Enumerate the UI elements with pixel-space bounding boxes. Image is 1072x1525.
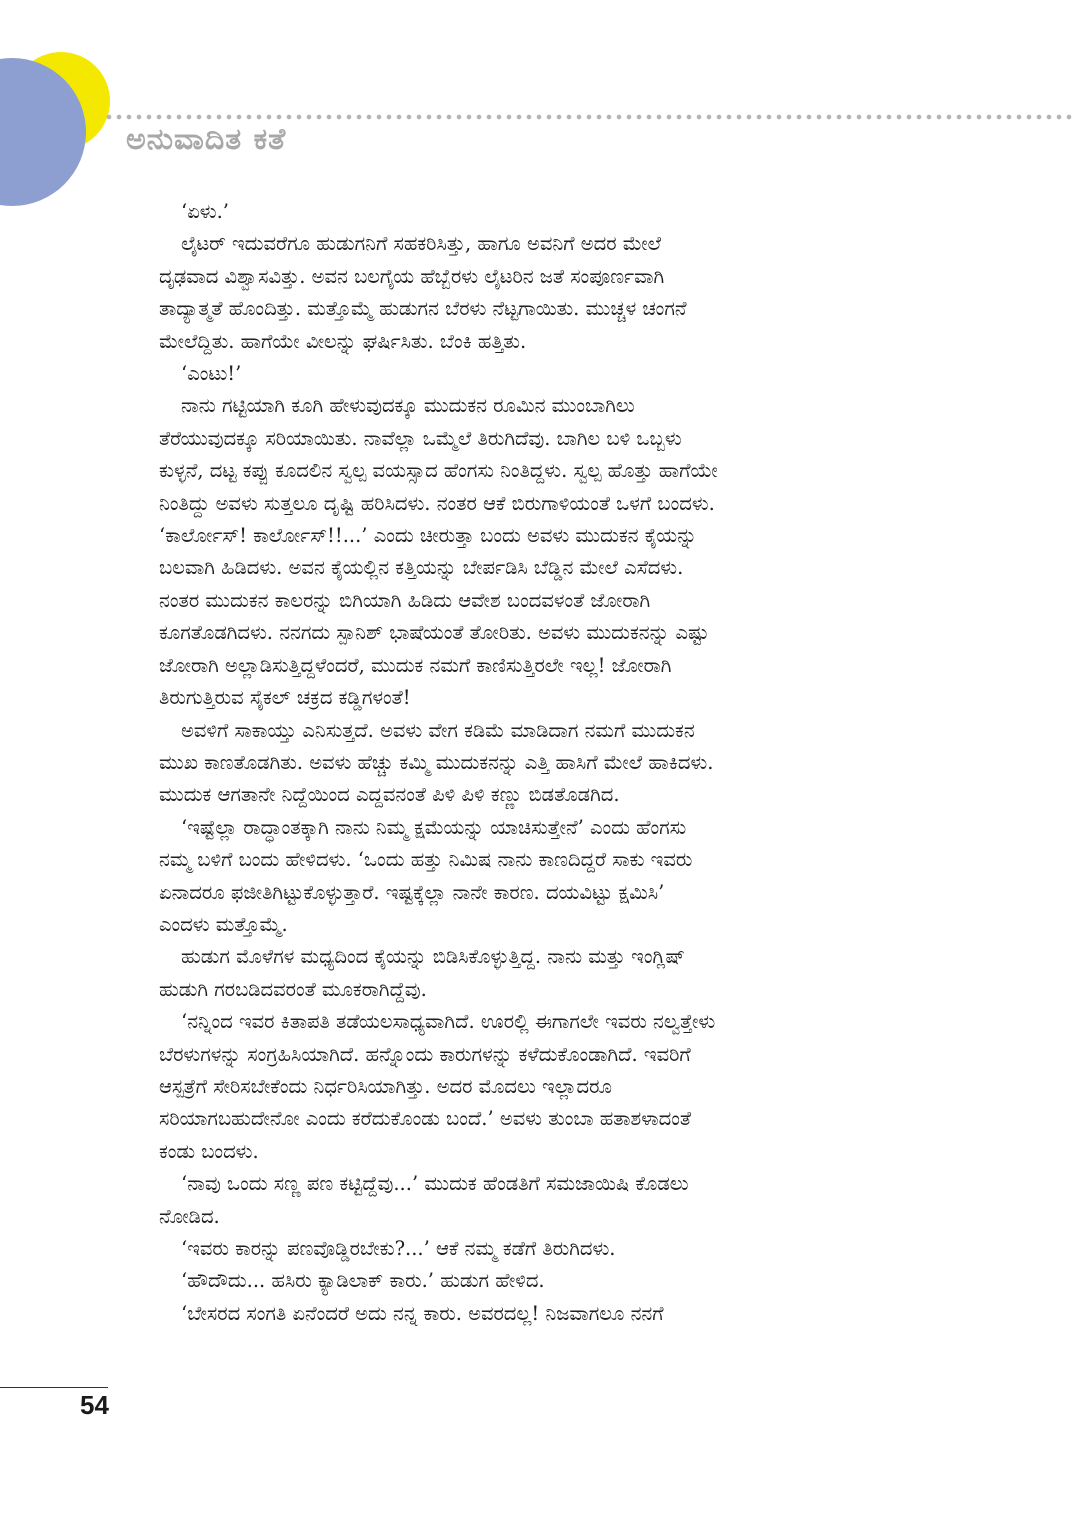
paragraph: ‘ನಾವು ಒಂದು ಸಣ್ಣ ಪಣ ಕಟ್ಟಿದ್ದೆವು...’ ಮುದುಕ ಹೆಂಡತಿಗೆ ಸಮಜಾಯಿಷಿ ಕೊಡಲು ನೋಡಿದ.: [159, 1172, 689, 1228]
paragraph: ಹುಡುಗ ಮೊಳೆಗಳ ಮಧ್ಯದಿಂದ ಕೈಯನ್ನು ಬಿಡಿಸಿಕೊಳ್ಳುತ್ತಿದ್ದ. ನಾನು ಮತ್ತು ಇಂಗ್ಲಿಷ್ ಹುಡುಗಿ ಗರಬಡಿದವರಂತೆ ಮೂಕರಾಗಿದ್ದೆವು.: [159, 945, 686, 1001]
paragraph: ‘ಹೌದೌದು... ಹಸಿರು ಕ್ಯಾಡಿಲಾಕ್ ಕಾರು.’ ಹುಡುಗ ಹೇಳಿದ.: [181, 1269, 545, 1293]
paragraph: ಲೈಟರ್ ಇದುವರೆಗೂ ಹುಡುಗನಿಗೆ ಸಹಕರಿಸಿತ್ತು, ಹಾಗೂ ಅವನಿಗೆ ಅದರ ಮೇಲೆ ದೃಢವಾದ ವಿಶ್ವಾಸವಿತ್ತು. ಅವನ ಬಲಗೈಯ ಹೆಬ್ಬೆರಳು ಲೈಟರಿನ ಜತೆ ಸಂಪೂರ್ಣವಾಗಿ ತಾದ್ಯಾತ್ಮತೆ ಹೊಂದಿತ್ತು. ಮತ್ತೊಮ್ಮೆ ಹುಡುಗನ ಬೆರಳು ನೆಟ್ಟಗಾಯಿತು. ಮುಚ್ಚಳ ಚಂಗನೆ ಮೇಲೆದ್ದಿತು. ಹಾಗೆಯೇ ವೀಲನ್ನು ಘರ್ಷಿಸಿತು. ಬೆಂಕಿ ಹತ್ತಿತು.: [159, 232, 687, 353]
dotted-divider: [104, 114, 1072, 120]
paragraph: ‘ಇಷ್ಟೆಲ್ಲಾ ರಾದ್ಧಾಂತಕ್ಕಾಗಿ ನಾನು ನಿಮ್ಮ ಕ್ಷಮೆಯನ್ನು ಯಾಚಿಸುತ್ತೇನೆ’ ಎಂದು ಹೆಂಗಸು ನಮ್ಮ ಬಳಿಗೆ ಬಂದು ಹೇಳಿದಳು. ‘ಒಂದು ಹತ್ತು ನಿಮಿಷ ನಾನು ಕಾಣದಿದ್ದರೆ ಸಾಕು ಇವರು ಏನಾದರೂ ಫಜೀತಿಗಿಟ್ಟುಕೊಳ್ಳುತ್ತಾರೆ. ಇಷ್ಟಕ್ಕೆಲ್ಲಾ ನಾನೇ ಕಾರಣ. ದಯವಿಟ್ಟು ಕ್ಷಮಿಸಿ’ ಎಂದಳು ಮತ್ತೊಮ್ಮೆ.: [159, 815, 693, 936]
paragraph: ‘ಏಳು.’: [181, 200, 229, 223]
paragraph: ‘ಇವರು ಕಾರನ್ನು ಪಣವೊಡ್ಡಿರಬೇಕು?...’ ಆಕೆ ನಮ್ಮ ಕಡೆಗೆ ತಿರುಗಿದಳು.: [181, 1237, 616, 1260]
story-body: [159, 196, 909, 1330]
paragraph: ‘ನನ್ನಿಂದ ಇವರ ಕಿತಾಪತಿ ತಡೆಯಲಸಾಧ್ಯವಾಗಿದೆ. ಊರಲ್ಲಿ ಈಗಾಗಲೇ ಇವರು ನಲ್ವತ್ತೇಳು ಬೆರಳುಗಳನ್ನು ಸಂಗ್ರಹಿಸಿಯಾಗಿದೆ. ಹನ್ನೊಂದು ಕಾರುಗಳನ್ನು ಕಳೆದುಕೊಂಡಾಗಿದೆ. ಇವರಿಗೆ ಆಸ್ಪತ್ರೆಗೆ ಸೇರಿಸಬೇಕೆಂದು ನಿರ್ಧರಿಸಿಯಾಗಿತ್ತು. ಅದರ ಮೊದಲು ಇಲ್ಲಾದರೂ ಸರಿಯಾಗಬಹುದೇನೋ ಎಂದು ಕರೆದುಕೊಂಡು ಬಂದೆ.’ ಅವಳು ತುಂಬಾ ಹತಾಶಳಾದಂತೆ ಕಂಡು ಬಂದಳು.: [159, 1010, 716, 1163]
section-title: ಅನುವಾದಿತ ಕತೆ: [126, 122, 287, 157]
paragraph: ನಾನು ಗಟ್ಟಿಯಾಗಿ ಕೂಗಿ ಹೇಳುವುದಕ್ಕೂ ಮುದುಕನ ರೂಮಿನ ಮುಂಬಾಗಿಲು ತೆರೆಯುವುದಕ್ಕೂ ಸರಿಯಾಯಿತು. ನಾವೆಲ್ಲಾ ಒಮ್ಮೆಲೆ ತಿರುಗಿದೆವು. ಬಾಗಿಲ ಬಳಿ ಒಬ್ಬಳು ಕುಳ್ಳನೆ, ದಟ್ಟ ಕಪ್ಪು ಕೂದಲಿನ ಸ್ವಲ್ಪ ವಯಸ್ಸಾದ ಹೆಂಗಸು ನಿಂತಿದ್ದಳು. ಸ್ವಲ್ಪ ಹೊತ್ತು ಹಾಗೆಯೇ ನಿಂತಿದ್ದು ಅವಳು ಸುತ್ತಲೂ ದೃಷ್ಟಿ ಹರಿಸಿದಳು. ನಂತರ ಆಕೆ ಬಿರುಗಾಳಿಯಂತೆ ಒಳಗೆ ಬಂದಳು. ‘ಕಾರ್ಲೋಸ್! ಕಾರ್ಲೋಸ್!!...’ ಎಂದು ಚೀರುತ್ತಾ ಬಂದು ಅವಳು ಮುದುಕನ ಕೈಯನ್ನು ಬಲವಾಗಿ ಹಿಡಿದಳು. ಅವನ ಕೈಯಲ್ಲಿನ ಕತ್ತಿಯನ್ನು ಬೇರ್ಪಡಿಸಿ ಬೆಡ್ಡಿನ ಮೇಲೆ ಎಸೆದಳು. ನಂತರ ಮುದುಕನ ಕಾಲರನ್ನು ಬಿಗಿಯಾಗಿ ಹಿಡಿದು ಆವೇಶ ಬಂದವಳಂತೆ ಜೋರಾಗಿ ಕೂಗತೊಡಗಿದಳು. ನನಗದು ಸ್ಪಾನಿಶ್ ಭಾಷೆಯಂತೆ ತೋರಿತು. ಅವಳು ಮುದುಕನನ್ನು ಎಷ್ಟು ಜೋರಾಗಿ ಅಲ್ಲಾಡಿಸುತ್ತಿದ್ದಳೆಂದರೆ, ಮುದುಕ ನಮಗೆ ಕಾಣಿಸುತ್ತಿರಲೇ ಇಲ್ಲ! ಜೋರಾಗಿ ತಿರುಗುತ್ತಿರುವ ಸೈಕಲ್ ಚಕ್ರದ ಕಡ್ಡಿಗಳಂತೆ!: [159, 394, 718, 710]
footer-rule: [0, 1387, 108, 1388]
paragraph: ‘ಬೇಸರದ ಸಂಗತಿ ಏನೆಂದರೆ ಅದು ನನ್ನ ಕಾರು. ಅವರದಲ್ಲ! ನಿಜವಾಗಲೂ ನನಗೆ: [181, 1301, 664, 1325]
paragraph: ‘ಎಂಟು!’: [181, 362, 242, 386]
page-number: 54: [80, 1390, 109, 1420]
paragraph: ಅವಳಿಗೆ ಸಾಕಾಯ್ತು ಎನಿಸುತ್ತದೆ. ಅವಳು ವೇಗ ಕಡಿಮೆ ಮಾಡಿದಾಗ ನಮಗೆ ಮುದುಕನ ಮುಖ ಕಾಣತೊಡಗಿತು. ಅವಳು ಹೆಚ್ಚು ಕಮ್ಮಿ ಮುದುಕನನ್ನು ಎತ್ತಿ ಹಾಸಿಗೆ ಮೇಲೆ ಹಾಕಿದಳು. ಮುದುಕ ಆಗತಾನೇ ನಿದ್ದೆಯಿಂದ ಎದ್ದವನಂತೆ ಪಿಳಿ ಪಿಳಿ ಕಣ್ಣು ಬಿಡತೊಡಗಿದ.: [159, 718, 714, 807]
